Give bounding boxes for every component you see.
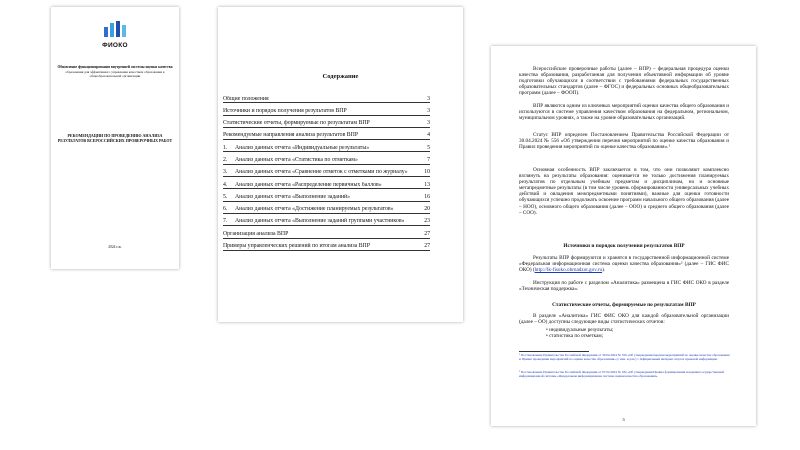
toc-entry-title: Общие положения — [223, 95, 269, 102]
toc-entry-title: Организация анализа ВПР — [223, 230, 289, 237]
toc-entry-page: 4 — [427, 132, 430, 139]
toc-entry-title: Анализ данных отчета «Сравнение отметок с отметками по журналу» — [235, 169, 408, 176]
toc-entry[interactable] — [223, 202, 430, 214]
toc-entry-page: 3 — [427, 95, 430, 102]
toc-entry-page: 10 — [424, 169, 430, 176]
list-item: • индивидуальные результаты; — [546, 327, 614, 333]
toc-entry-title: Статистические отчеты, формируемые по результатам ВПР — [223, 120, 370, 127]
paragraph-feature: Основная особенность ВПР заключается в том, что они позволяют комплексно взглянуть на результаты образования: оценивается не только достижения планируемых результатов по отдельным учебным предметам и дисциплинам, но и основные метапредметные результаты (в том числе уровень сформированности универсальных учебных действий и овладения межпредметными понятиями), важные для оценки готовности обучающихся успешно продолжать освоение программ начального общего образования (далее – НОО), основного общего образования (далее – ООО) и среднего общего образования (далее – СОО). — [519, 167, 729, 216]
toc-entry-title: Анализ данных отчета «Статистика по отметкам» — [235, 156, 358, 163]
document-title: РЕКОМЕНДАЦИИ ПО ПРОВЕДЕНИЮ АНАЛИЗА РЕЗУЛЬТАТОВ ВСЕРОССИЙСКИХ ПРОВЕРОЧНЫХ РАБОТ — [57, 133, 173, 143]
toc-entry-number: 1. — [223, 144, 228, 151]
fisoko-link[interactable]: http://lk-fisoko.obrnadzor.gov.ru — [534, 267, 603, 274]
toc-entry-page: 7 — [427, 156, 430, 163]
toc-entry-title: Примеры управленческих решений по итогам анализа ВПР — [223, 243, 370, 250]
paragraph-status: Статус ВПР определен Постановлением Правительства Российской Федерации от 30.04.2024 № 556 «Об утверждении перечня мероприятий по оценке качества образования и Правил проведения мероприятий по оценке качества образования».¹ — [519, 132, 729, 151]
toc-entry-number: 7. — [223, 218, 228, 225]
toc-entry-page: 20 — [424, 206, 430, 213]
toc-entry-page: 23 — [424, 218, 430, 225]
table-of-contents — [223, 91, 430, 251]
toc-entry[interactable] — [223, 226, 430, 238]
toc-entry-number: 4. — [223, 181, 228, 188]
paragraph-results: Результаты ВПР формируются и хранятся в государственной информационной системе «Федеральная информационная система оценки качества образования»² (далее – ГИС ФИС ОКО) (http://lk-fisoko.obrnadzor.gov.ru). — [519, 255, 729, 274]
cover-page — [51, 7, 179, 269]
toc-entry[interactable] — [223, 140, 430, 152]
toc-entry-number: 3. — [223, 169, 228, 176]
paragraph-key-events: ВПР являются одним из ключевых мероприятий оценки качества общего образования и используются в системе управления качеством образования на федеральном, региональном, муниципальном уровнях, а также на уровне образовательных организаций. — [519, 103, 729, 122]
contents-page — [218, 7, 463, 322]
toc-entry-number: 5. — [223, 193, 228, 200]
document-year: 2024 г.ж. — [108, 245, 122, 249]
toc-entry-title: Рекомендуемые направления анализа результатов ВПР — [223, 132, 359, 139]
paragraph-intro: Всероссийские проверочные работы (далее – ВПР) – федеральная процедура оценки качества образования, разработанная для получения объективной информации об уровне подготовки обучающихся в соответствии с требованиями федеральных государственных образовательных стандартов (далее – ФГОС) и федеральных основных общеобразовательных программ (далее – ФООП). — [519, 66, 729, 97]
footnote-divider — [519, 351, 589, 352]
toc-entry-number: 2. — [223, 156, 228, 163]
logo-text: ФИОКО — [102, 42, 128, 49]
toc-entry-page: 5 — [427, 144, 430, 151]
toc-entry[interactable] — [223, 239, 430, 251]
toc-entry-page: 27 — [424, 230, 430, 237]
toc-entry[interactable] — [223, 128, 430, 140]
toc-entry-title: Анализ данных отчета «Выполнение заданий» — [235, 193, 351, 200]
toc-entry[interactable] — [223, 177, 430, 189]
toc-entry[interactable] — [223, 189, 430, 201]
toc-entry-title: Анализ данных отчета «Распределение первичных баллов» — [235, 181, 382, 188]
paragraph-analytics: В разделе «Аналитика» ГИС ФИС ОКО для каждой образовательной организации (далее – ОО) доступны следующие виды статистических отчетов: — [519, 313, 729, 326]
toc-entry[interactable] — [223, 116, 430, 128]
toc-entry-page: 13 — [424, 181, 430, 188]
body-page — [491, 46, 756, 426]
paragraph-instruction: Инструкция по работе с разделом «Аналитика» размещена в ГИС ФИС ОКО в разделе «Техническая поддержка». — [519, 280, 729, 293]
toc-entry[interactable] — [223, 152, 430, 164]
organization-line: Обновление функционирования внутренней системы оценки качества — [57, 65, 173, 69]
toc-entry[interactable] — [223, 165, 430, 177]
contents-heading: Содержание — [322, 73, 359, 80]
footnote-1[interactable]: ¹ Постановление Правительства Российской Федерации от 30.04.2024 № 556 «Об утверждении перечня мероприятий по оценке качества образования и Правил проведения мероприятий по оценке качества образования» (с изм. и доп.) // Официальный интернет-портал правовой информации. — [519, 353, 730, 361]
page-number: 3 — [622, 417, 625, 422]
toc-entry[interactable] — [223, 214, 430, 226]
organization-subline: образования для эффективного управления качеством образования в общеобразовательной организации — [65, 70, 165, 79]
toc-entry-title: Анализ данных отчета «Индивидуальные результаты» — [235, 144, 370, 151]
heading-reports: Статистические отчеты, формируемые по результатам ВПР — [552, 302, 696, 308]
toc-entry-title: Источники и порядок получения результатов ВПР — [223, 107, 347, 114]
toc-entry-title: Анализ данных отчета «Выполнение заданий группами участников» — [235, 218, 405, 225]
footnote-2[interactable]: ² Постановление Правительства Российской Федерации от 07.02.2024 № 182 «Об утверждении Правил формирования и ведения государственной информационной системы «Федеральная информационная система оценки качества образования». — [519, 370, 725, 378]
list-item: • статистика по отметкам; — [546, 333, 604, 340]
toc-entry-page: 16 — [424, 193, 430, 200]
toc-entry[interactable] — [223, 91, 430, 103]
toc-entry-title: Анализ данных отчета «Достижение планируемых результатов» — [235, 206, 394, 213]
report-list — [546, 327, 613, 340]
fioko-logo-icon — [101, 19, 131, 39]
toc-entry[interactable] — [223, 103, 430, 115]
toc-entry-number: 6. — [223, 206, 228, 213]
toc-entry-page: 27 — [424, 243, 430, 250]
heading-sources: Источники и порядок получения результатов ВПР — [563, 243, 685, 249]
toc-entry-page: 3 — [427, 107, 430, 114]
toc-entry-page: 3 — [427, 120, 430, 127]
